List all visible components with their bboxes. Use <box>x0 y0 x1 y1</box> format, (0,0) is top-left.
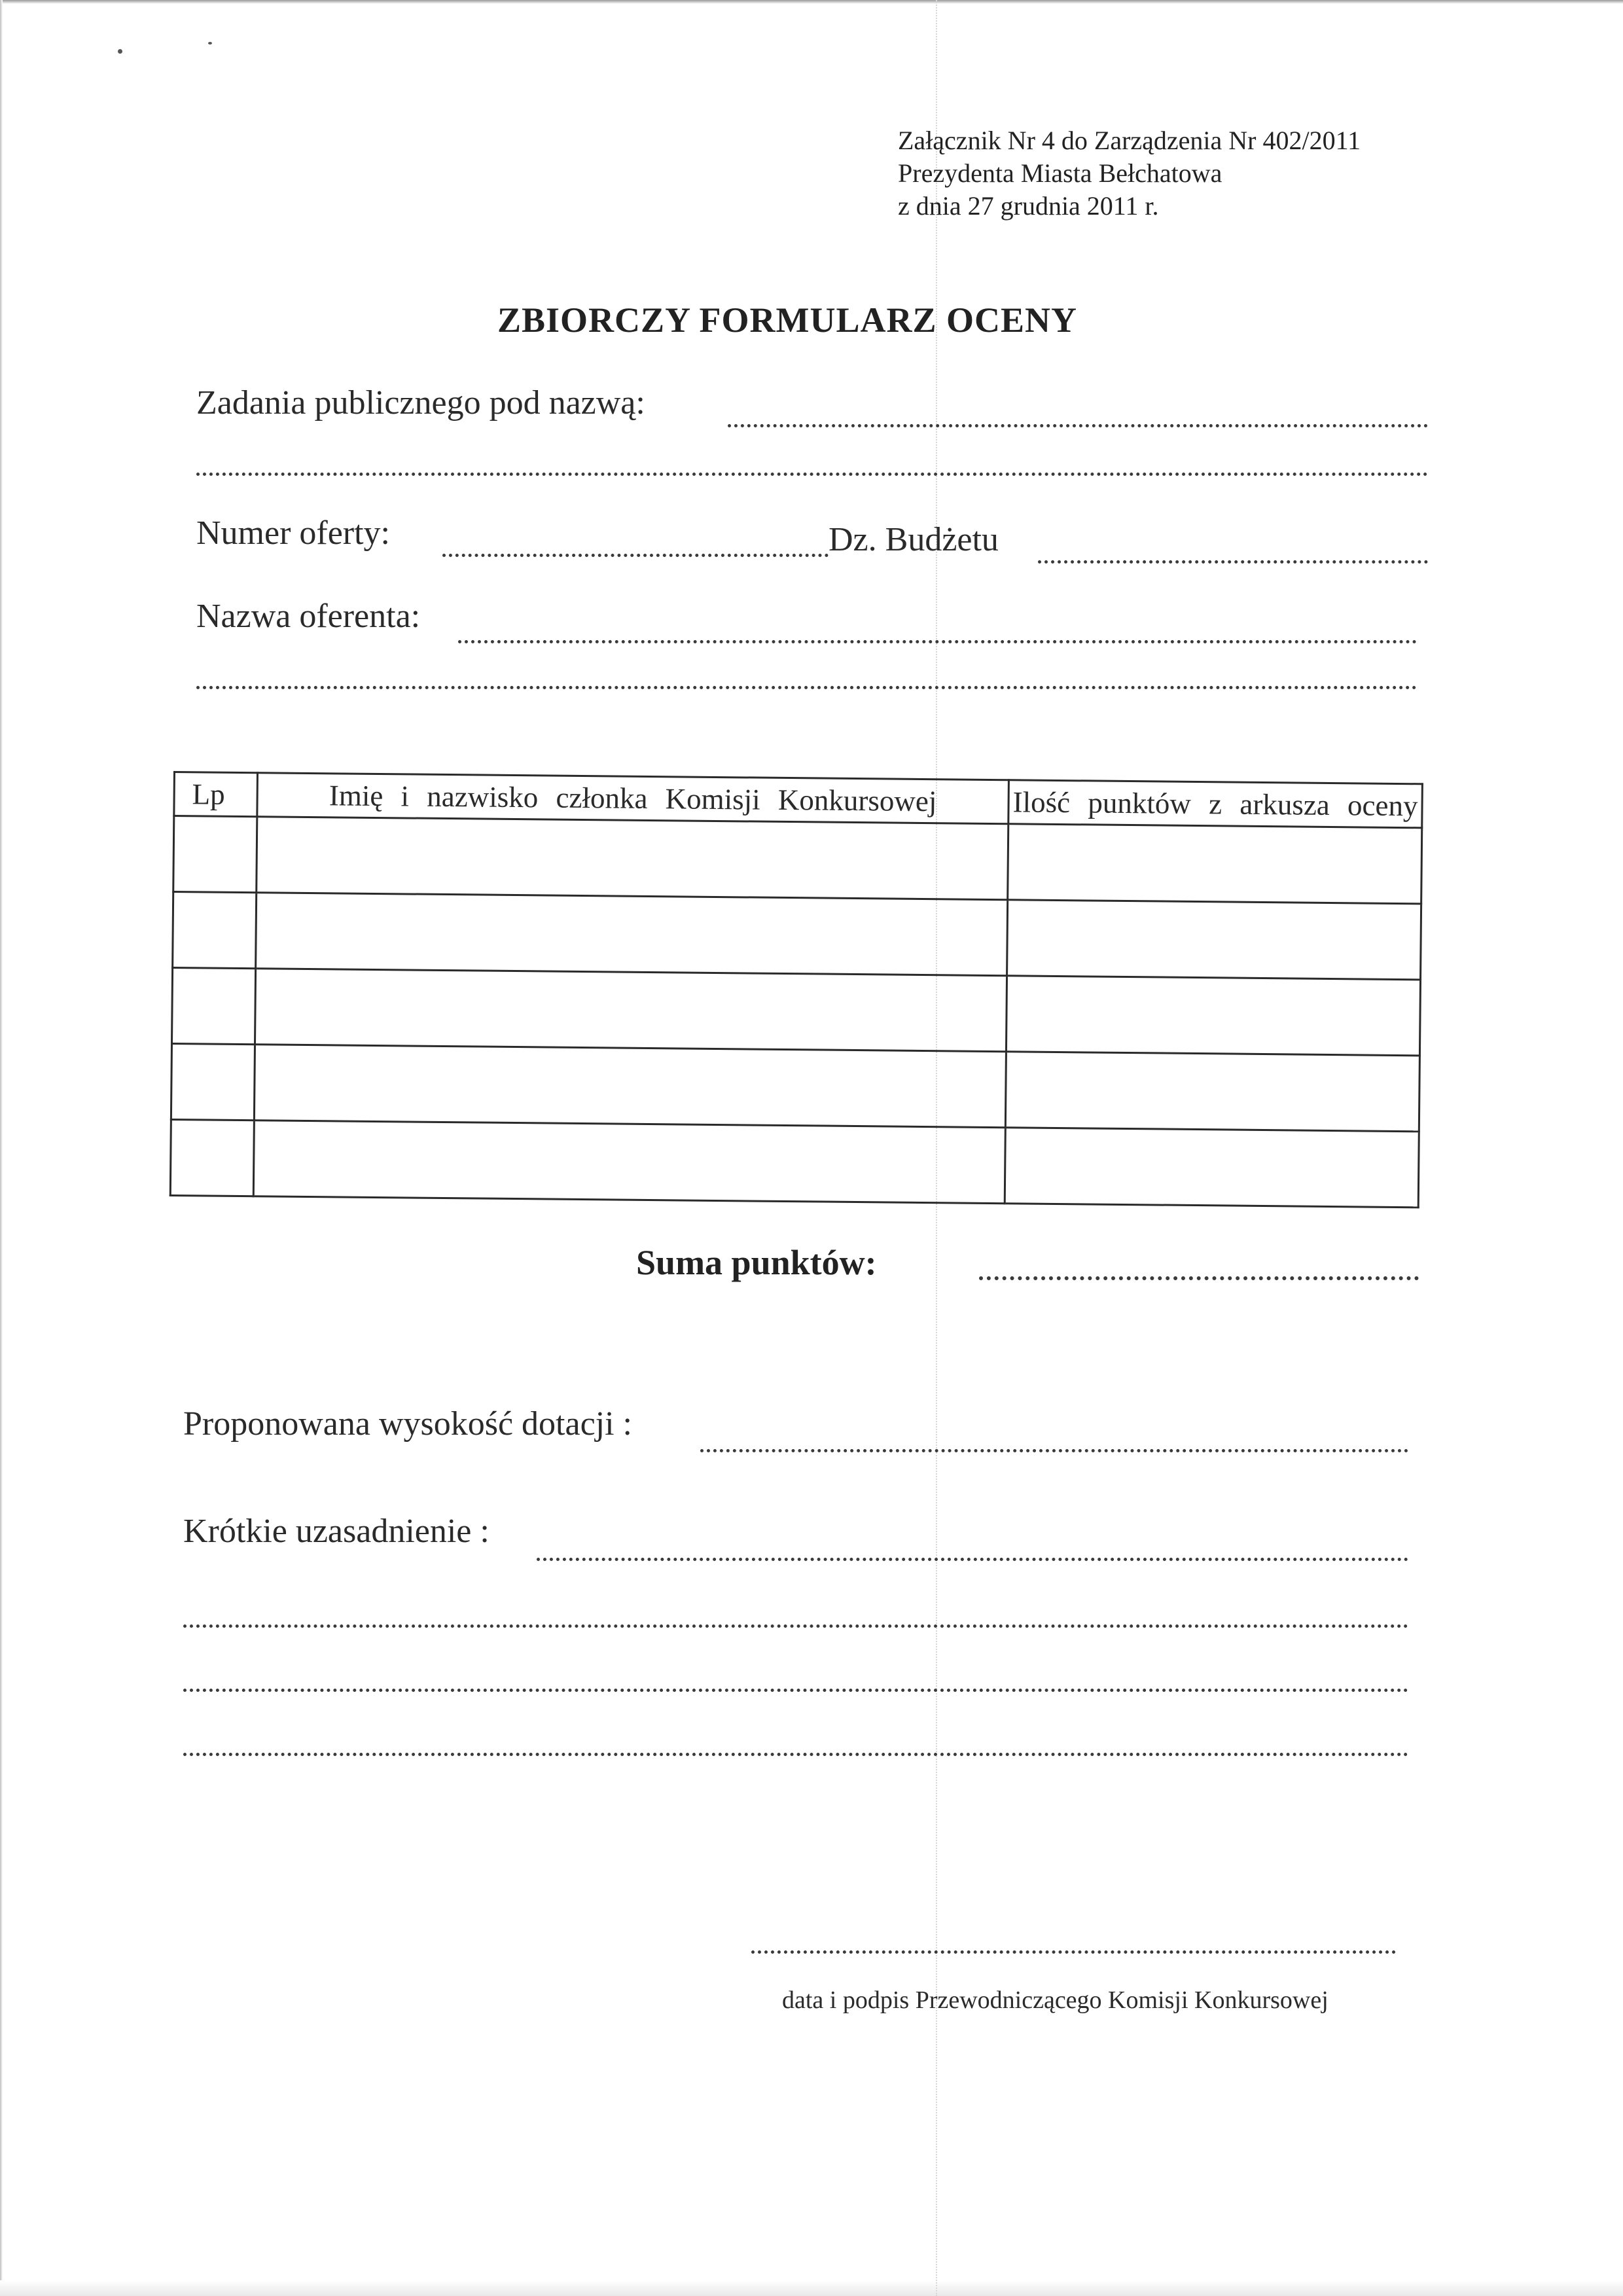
table-row <box>172 968 1421 1056</box>
bidder-name-label: Nazwa oferenta: <box>196 598 421 635</box>
cell-points[interactable] <box>1005 1052 1419 1132</box>
cell-points[interactable] <box>1007 900 1421 980</box>
annex-line-2: Prezydenta Miasta Bełchatowa <box>898 158 1222 188</box>
cell-points[interactable] <box>1005 1128 1419 1208</box>
justification-field-line-3[interactable] <box>183 1689 1408 1692</box>
justification-field-line-4[interactable] <box>183 1753 1408 1756</box>
column-header-points: Ilość punktów z arkusza oceny <box>1008 780 1423 828</box>
annex-header <box>898 124 1361 223</box>
cell-member[interactable] <box>256 893 1008 976</box>
sum-points-label: Suma punktów: <box>636 1243 877 1282</box>
task-name-label: Zadania publicznego pod nazwą: <box>196 384 645 422</box>
cell-points[interactable] <box>1006 976 1420 1056</box>
justification-field-line-2[interactable] <box>183 1624 1408 1628</box>
grant-amount-field[interactable] <box>700 1449 1408 1452</box>
task-name-field-line-2[interactable] <box>196 473 1428 476</box>
signature-caption: data i podpis Przewodniczącego Komisji Konkursowej <box>782 1986 1329 2014</box>
table-row <box>171 1043 1419 1131</box>
budget-section-field[interactable] <box>1038 560 1428 564</box>
cell-lp[interactable] <box>170 1119 254 1196</box>
column-header-member: Imię i nazwisko członka Komisji Konkursowej <box>257 773 1009 824</box>
table-row <box>170 1119 1419 1207</box>
grant-amount-label: Proponowana wysokość dotacji : <box>183 1405 633 1443</box>
table-row <box>173 816 1422 904</box>
column-header-lp: Lp <box>174 772 258 817</box>
scan-edge-bottom <box>0 2280 1623 2296</box>
cell-lp[interactable] <box>173 892 257 969</box>
cell-lp[interactable] <box>173 816 257 893</box>
cell-points[interactable] <box>1008 824 1422 904</box>
cell-member[interactable] <box>257 817 1008 900</box>
cell-member[interactable] <box>253 1121 1005 1204</box>
scan-speck <box>208 42 212 45</box>
budget-section-label: Dz. Budżetu <box>829 521 999 558</box>
offer-number-field[interactable] <box>442 554 829 557</box>
justification-label: Krótkie uzasadnienie : <box>183 1513 490 1550</box>
cell-member[interactable] <box>255 969 1007 1052</box>
commission-table <box>169 771 1423 1208</box>
form-title: ZBIORCZY FORMULARZ OCENY <box>497 300 1078 340</box>
cell-lp[interactable] <box>171 1043 255 1120</box>
annex-line-3: z dnia 27 grudnia 2011 r. <box>898 191 1159 221</box>
task-name-field[interactable] <box>728 424 1428 427</box>
sum-points-field[interactable] <box>979 1276 1419 1280</box>
bidder-name-field[interactable] <box>458 640 1417 643</box>
annex-line-1: Załącznik Nr 4 do Zarządzenia Nr 402/2011 <box>898 126 1361 155</box>
offer-number-label: Numer oferty: <box>196 514 391 552</box>
table-row <box>173 892 1421 980</box>
justification-field[interactable] <box>537 1558 1408 1561</box>
scan-edge-left <box>0 0 3 2296</box>
bidder-name-field-line-2[interactable] <box>196 686 1417 689</box>
signature-field[interactable] <box>751 1950 1396 1954</box>
scan-edge-top <box>0 0 1623 4</box>
cell-lp[interactable] <box>172 968 256 1045</box>
cell-member[interactable] <box>254 1045 1006 1128</box>
scan-speck <box>118 49 122 54</box>
